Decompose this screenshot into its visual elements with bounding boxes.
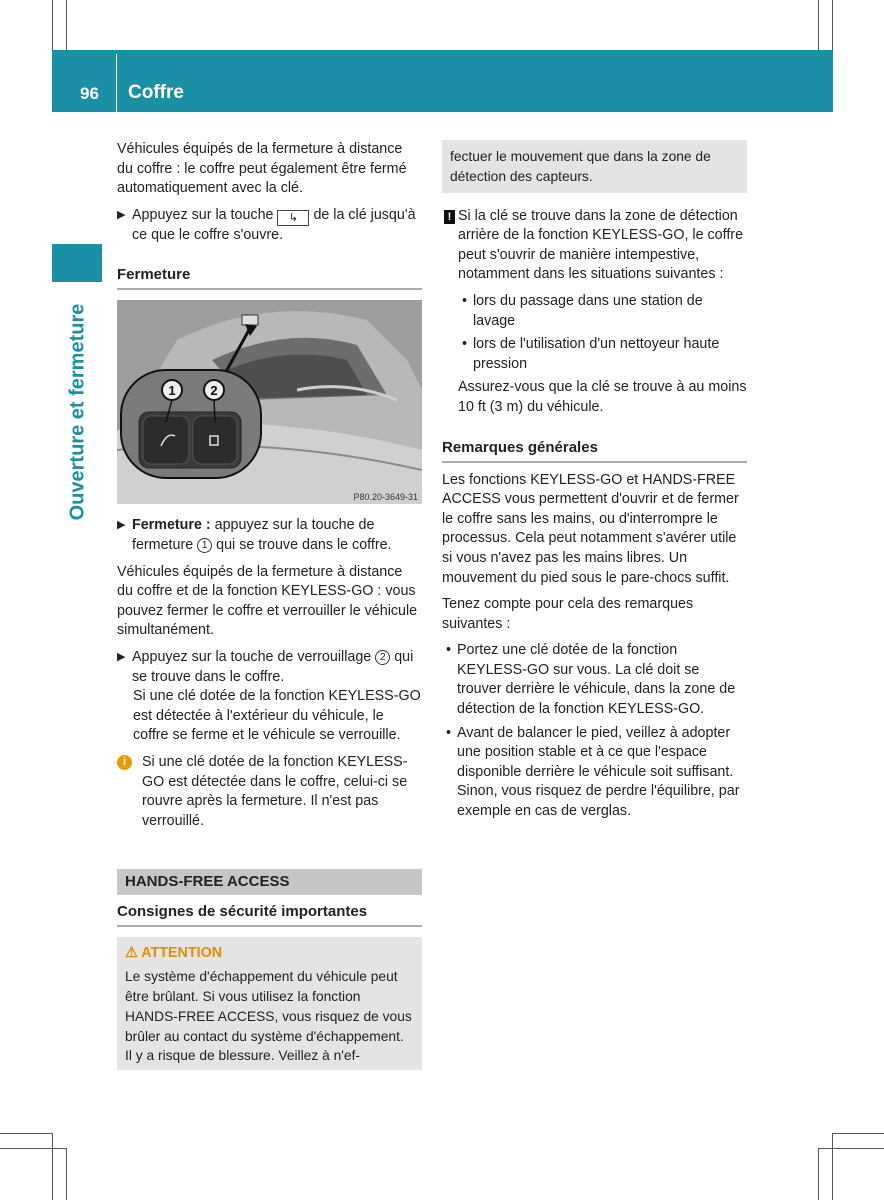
right-column [442, 140, 747, 826]
callout-2: 2 [210, 383, 218, 399]
crop-mark [818, 1148, 819, 1200]
info-note [117, 753, 422, 831]
step-arrow-icon: ▶ [117, 519, 126, 532]
step-bold-label: Fermeture : [132, 517, 211, 534]
exclamation-icon: ! [444, 210, 455, 224]
crop-mark [832, 0, 833, 50]
warning-text: fectuer le mouvement que dans la zone de détection des capteurs. [450, 149, 711, 184]
instruction-step [117, 516, 422, 555]
section-heading: Fermeture [117, 266, 422, 290]
instruction-step [117, 648, 422, 687]
list-item: • Portez une clé dotée de la fonction KEYLESS-GO sur vous. La clé doit se trouver derrière le véhicule, dans la zone de détection de la fonction KEYLESS-GO. [446, 642, 736, 718]
crop-mark [52, 1133, 53, 1200]
step-arrow-icon: ▶ [117, 650, 126, 663]
left-column [117, 140, 422, 1070]
page-number: 96 [80, 84, 99, 103]
list-item: • Avant de balancer le pied, veillez à adopter une position stable et à ce que l'espace disponible derrière le véhicule soit suffisant. Sinon, vous risquez de perdre l'équilibre, par exemple en cas de verglas. [446, 724, 740, 820]
warning-box-continued [442, 140, 747, 193]
page-title: Coffre [128, 82, 184, 103]
info-note-text: Si une clé dotée de la fonction KEYLESS-GO est détectée dans le coffre, celui-ci se rouvre après la fermeture. Il n'est pas verrouillé. [142, 753, 408, 829]
list-item: • lors du passage dans une station de lavage [462, 292, 703, 329]
paragraph: Les fonctions KEYLESS-GO et HANDS-FREE ACCESS vous permettent d'ouvrir et de fermer le coffre sans les mains, ou d'interrompre le processus. Cela peut notamment s'avérer utile si vous n'avez pas les mains libres. Un mouvement du pied sous le pare-chocs suffit. [442, 471, 739, 586]
list-item: • lors de l'utilisation d'un nettoyeur haute pression [462, 336, 720, 372]
step-text: Appuyez sur la touche de verrouillage [132, 648, 372, 665]
step-text: qui se trouve dans le coffre. [132, 648, 414, 685]
step-text: appuyez sur la touche de fermeture [132, 517, 375, 553]
crop-mark [66, 1148, 67, 1200]
instruction-step [117, 206, 422, 246]
step-text: de la clé jusqu'à ce que le coffre s'ouvre. [132, 206, 416, 243]
paragraph: Véhicules équipés de la fermeture à distance du coffre : le coffre peut également être fermé automatiquement avec la clé. [117, 141, 407, 197]
crop-mark [52, 0, 53, 50]
crop-mark [0, 1148, 66, 1149]
section-title: HANDS-FREE ACCESS [117, 869, 422, 895]
info-icon: i [117, 755, 132, 770]
warning-title-row [125, 945, 414, 961]
paragraph: Tenez compte pour cela des remarques suivantes : [442, 596, 694, 632]
chapter-label: Ouverture et fermeture [66, 303, 89, 521]
callout-number: 1 [197, 538, 212, 553]
crop-mark [832, 1133, 884, 1134]
crop-mark [818, 1148, 884, 1149]
crop-mark [832, 1133, 833, 1200]
section-heading: Remarques générales [442, 439, 747, 463]
crop-mark [818, 0, 819, 50]
trunk-illustration [117, 300, 422, 504]
warning-title: ATTENTION [141, 945, 223, 962]
caution-note [442, 207, 747, 285]
step-text: qui se trouve dans le coffre. [216, 536, 392, 553]
warning-text: Le système d'échappement du véhicule peut être brûlant. Si vous utilisez la fonction HANDS-FREE ACCESS, vous risquez de vous brûler au contact du système d'échappement. Il y a risque de blessure. Veillez à n'ef- [125, 969, 412, 1064]
crop-mark [0, 1133, 52, 1134]
warning-triangle-icon: ⚠ [125, 945, 138, 962]
chapter-tab [52, 244, 102, 282]
step-arrow-icon: ▶ [117, 208, 126, 221]
paragraph: Assurez-vous que la clé se trouve à au moins 10 ft (3 m) du véhicule. [458, 379, 747, 415]
bullet-list [442, 292, 747, 374]
photo-code: P80.20-3649-31 [353, 492, 418, 503]
section-heading: Consignes de sécurité importantes [117, 903, 422, 927]
step-text: Appuyez sur la touche [132, 206, 274, 223]
crop-mark [66, 0, 67, 50]
paragraph: Véhicules équipés de la fermeture à distance du coffre et de la fonction KEYLESS-GO : vous pouvez fermer le coffre et verrouiller le véhicule simultanément. [117, 563, 418, 639]
trunk-key-icon: ↳ [277, 210, 309, 226]
warning-box [117, 937, 422, 1070]
step-result: Si une clé dotée de la fonction KEYLESS-GO est détectée à l'extérieur du véhicule, le coffre se ferme et le véhicule se verrouille. [133, 688, 421, 744]
callout-1: 1 [168, 383, 176, 399]
caution-note-text: Si la clé se trouve dans la zone de détection arrière de la fonction KEYLESS-GO, le coffre peut s'ouvrir de manière intempestive, notamment dans les situations suivantes : [458, 207, 744, 283]
header-divider [116, 54, 117, 112]
callout-number: 2 [375, 650, 390, 665]
trunk-photo [117, 300, 422, 504]
